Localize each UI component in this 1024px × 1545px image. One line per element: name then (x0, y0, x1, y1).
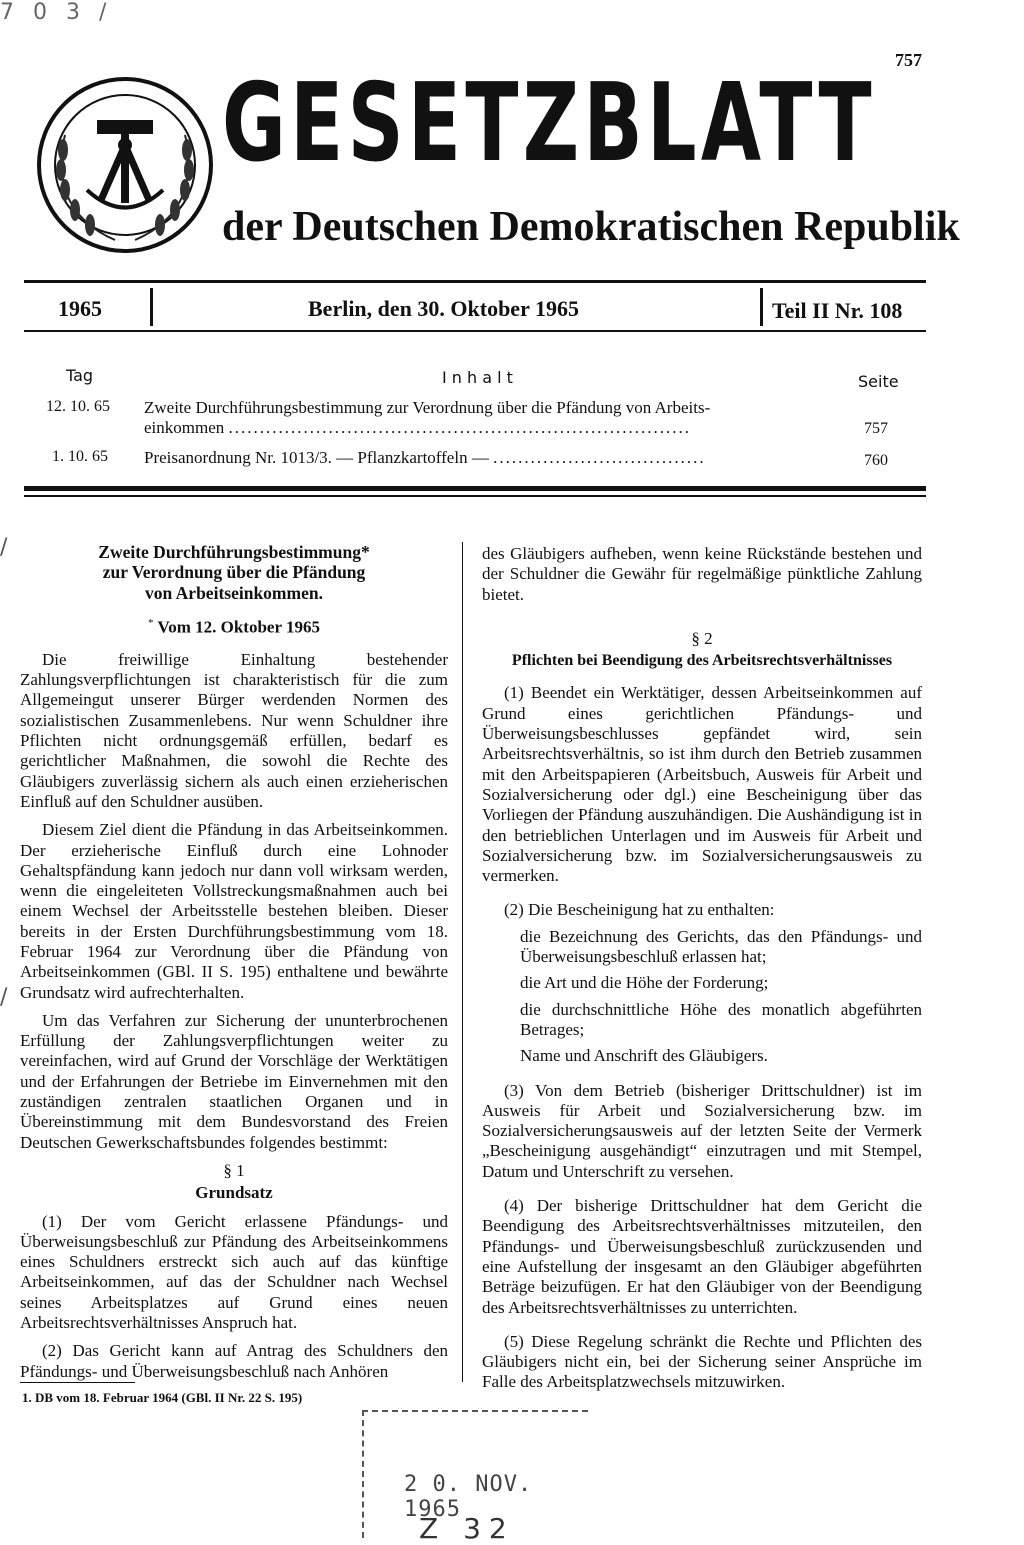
masthead-title: GESETZBLATT (222, 61, 876, 186)
toc-bottom-rule (24, 486, 926, 491)
issue-place-date: Berlin, den 30. Oktober 1965 (308, 296, 579, 321)
preamble-paragraph: Um das Verfahren zur Sicherung der ununterbrochenen Erfüllung der Zahlungsverpflichtungen weiter zu vereinfachen, wird auf Grund der Vorschläge der Werktätigen und der Erfahrungen der Betriebe im Einvernehmen mit den zuständigen zentralen staatlichen Organen und in Übereinstimmung mit dem Bundesvorstand des Freien Deutschen Gewerkschaftsbundes folgendes bestimmt: (20, 1010, 448, 1152)
left-column (20, 542, 448, 1382)
footnote: 1. DB vom 18. Februar 1964 (GBl. II Nr. 22 S. 195) (22, 1390, 303, 1405)
gdr-state-emblem-icon (35, 75, 215, 255)
section-paragraph: (4) Der bisherige Drittschuldner hat dem Gericht die Beendigung des Arbeitsrechtsverhältnisses mitzuteilen, den Pfändungs- und Überweisungsbeschluß zurückzusenden und eine Aufstellung der insgesamt an den Gläubiger abgeführten Beträge beizufügen. Er hat den Gläubiger von der Beendigung des Arbeitsrechtsverhältnisses zu unterrichten. (482, 1196, 922, 1317)
page-number: 757 (895, 50, 922, 70)
section-paragraph: (1) Beendet ein Werktätiger, dessen Arbeitseinkommen auf Grund eines gerichtlichen Pfändungs- und Überweisungsbeschlusses gepfändet wird, sein Arbeitsrechtsverhältnis, so ist ihm durch den Betrieb zusammen mit den Arbeitspapieren (Arbeitsbuch, Ausweis für Arbeit und Sozialversicherung oder dgl.) eine Bescheinigung über das Vorliegen der Pfändung auszuhändigen. Die Aushändigung ist in den betrieblichen Unterlagen und im Ausweis für Arbeit und Sozialversicherung bzw. im Sozialversicherungsausweis zu vermerken. (482, 683, 922, 886)
margin-pen-mark: / (0, 535, 8, 560)
section-paragraph: (2) Die Bescheinigung hat zu enthalten: (504, 900, 775, 920)
toc-entry-line-text: Preisanordnung Nr. 1013/3. — Pflanzkartoffeln — (144, 448, 489, 467)
issue-part-number: Teil II Nr. 108 (772, 298, 903, 323)
list-item: die Bezeichnung des Gerichts, das den Pfändungs- und Überweisungsbeschluß erlassen hat; (520, 926, 922, 967)
article-date-mark: * (148, 616, 154, 629)
section-number: § 2 (691, 628, 713, 648)
margin-pen-mark: / (0, 985, 8, 1010)
toc-bottom-rule-thin (24, 495, 926, 497)
section-title: Grundsatz (195, 1183, 273, 1203)
stamp-handwritten-note: Z 32 (419, 1512, 515, 1545)
leader-dots: .......................................................................... (228, 418, 692, 437)
issue-bar-top-rule (24, 280, 926, 283)
issue-bar-divider (150, 288, 153, 326)
toc-content-header: I n h a l t (442, 368, 513, 387)
issue-bar-divider (760, 288, 763, 326)
receipt-stamp (362, 1410, 588, 1545)
list-item: die Art und die Höhe der Forderung; (520, 973, 769, 993)
masthead-subtitle: der Deutschen Demokratischen Republik (222, 204, 960, 250)
toc-date-header: Tag (66, 366, 94, 385)
toc-entry-page: 757 (864, 420, 888, 437)
section-paragraph-continued: des Gläubigers aufheben, wenn keine Rückstände bestehen und der Schuldner die Gewähr für regelmäßige pünktliche Zahlung bietet. (482, 544, 922, 604)
handwritten-mark: 7 0 3 / (0, 0, 113, 25)
toc-entry-date: 12. 10. 65 (46, 398, 110, 415)
toc-entry-date: 1. 10. 65 (52, 448, 108, 465)
footnote-rule (20, 1382, 135, 1383)
article-title-line: Zweite Durchführungsbestimmung* (98, 542, 370, 562)
toc-entry-title (144, 448, 834, 468)
toc-entry-line-text: einkommen (144, 418, 225, 437)
preamble-paragraph: Die freiwillige Einhaltung bestehender Zahlungsverpflichtungen ist charakteristisch für die zum Allgemeingut unserer Bürger werdenden Normen des sozialistischen Zusammenlebens. Nur wenn Schuldner ihre Pflichten nicht ordnungsgemäß erfüllen, bedarf es gerichtlicher Maßnahmen, die sowohl die Rechte des Gläubigers zuverlässig sichern als auch einen erzieherischen Einfluß auf den Schuldner ausüben. (20, 649, 448, 811)
toc-entry-title (144, 398, 834, 438)
issue-year: 1965 (58, 296, 102, 321)
article-date-text: Vom 12. Oktober 1965 (157, 617, 320, 637)
toc-entry-line (144, 418, 834, 438)
section-title: Pflichten bei Beendigung des Arbeitsrechtsverhältnisses (511, 652, 893, 670)
list-item: die durchschnittliche Höhe des monatlich abgeführten Betrages; (520, 999, 922, 1039)
section-paragraph: (5) Diese Regelung schränkt die Rechte und Pflichten des Gläubigers nicht ein, bei der Sicherung seiner Ansprüche im Falle des Arbeitsplatzwechsels mitzuwirken. (482, 1331, 922, 1392)
section-paragraph: (3) Von dem Betrieb (bisheriger Drittschuldner) ist im Ausweis für Arbeit und Sozialversicherung bzw. im Sozialversicherungsausweis auf der letzten Seite der Vermerk „Bescheinigung ausgehändigt“ einzutragen und mit Stempel, Datum und Unterschrift zu versehen. (482, 1080, 922, 1181)
section-paragraph: (2) Das Gericht kann auf Antrag des Schuldners den Pfändungs- und Überweisungsbeschluß nach Anhören (20, 1341, 448, 1381)
column-divider (462, 542, 463, 1382)
article-title-line: zur Verordnung über die Pfändung (102, 562, 366, 583)
toc-page-header: Seite (858, 372, 899, 391)
right-column (482, 544, 922, 1393)
issue-bar-bottom-rule (24, 330, 926, 332)
article-title-line: von Arbeitseinkommen. (145, 582, 323, 603)
article-date (20, 613, 448, 638)
leader-dots: .................................. (493, 448, 706, 467)
section-paragraph: (1) Der vom Gericht erlassene Pfändungs- und Überweisungsbeschluß zur Pfändung des Arbeitseinkommens eines Schuldners erstreckt sich auch auf das künftige Arbeitseinkommen, auf das der Schuldner nach Wechsel seines Arbeitsplatzes auf Grund eines neuen Arbeitsrechtsverhältnisses Anspruch hat. (20, 1211, 448, 1333)
section-number: § 1 (223, 1160, 245, 1180)
toc-entry-page: 760 (864, 452, 888, 469)
stamp-date: 2 0. NOV. 1965 (404, 1472, 533, 1522)
list-item: Name und Anschrift des Gläubigers. (520, 1046, 768, 1066)
toc-entry-line: Zweite Durchführungsbestimmung zur Verordnung über die Pfändung von Arbeits- (144, 398, 711, 417)
preamble-paragraph: Diesem Ziel dient die Pfändung in das Arbeitseinkommen. Der erzieherische Einfluß durch eine Lohnoder Gehaltspfändung kann jedoch nur dann voll wirksam werden, wenn die eingeleiteten Vollstreckungsmaßnahmen auch bei einem Wechsel der Arbeitsstelle bestehen bleiben. Dieser bereits in der Ersten Durchführungsbestimmung vom 18. Februar 1964 zur Verordnung über die Pfändung von Arbeitseinkommen (GBl. II S. 195) enthaltene und bewährte Grundsatz wird aufrechterhalten. (20, 820, 448, 1002)
